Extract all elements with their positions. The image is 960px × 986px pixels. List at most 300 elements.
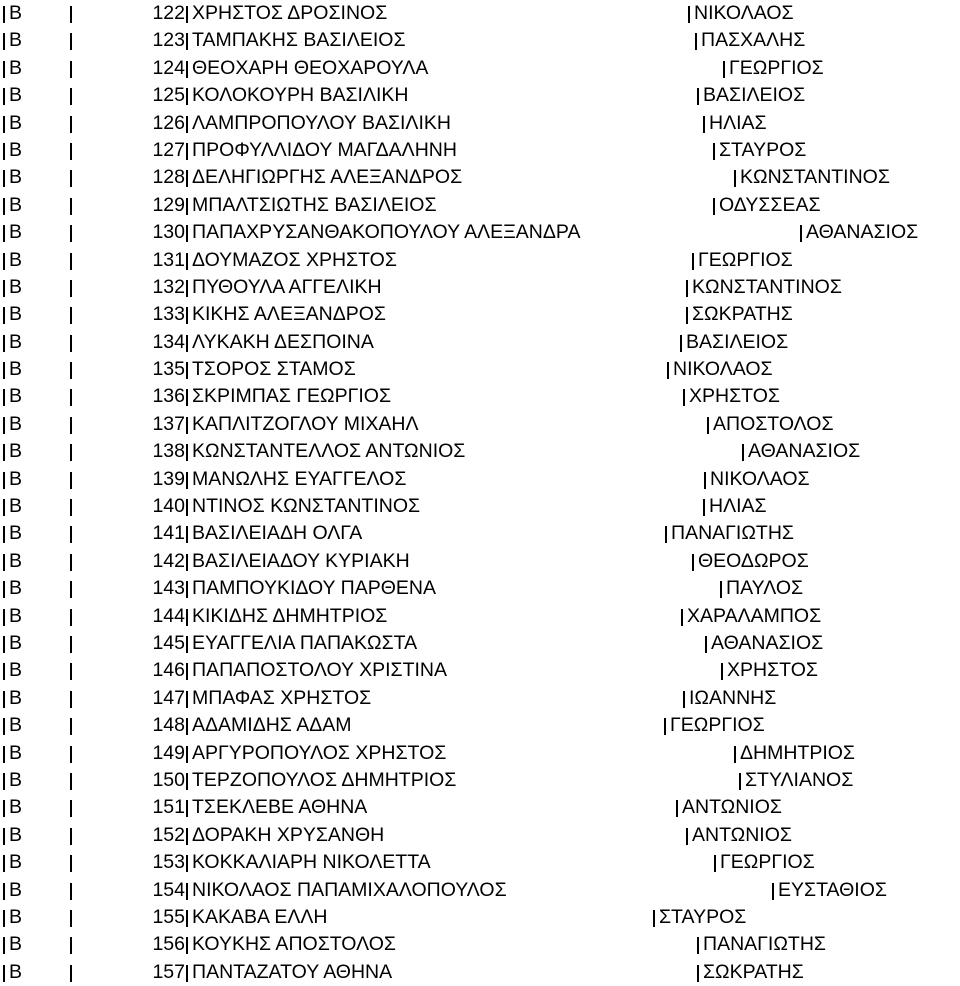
student-name-cell: ΚΩΝΣΤΑΝΤΕΛΛΟΣ ΑΝΤΩΝΙΟΣ: [192, 440, 466, 463]
column-divider: [3, 6, 5, 23]
student-name-cell: ΤΣΟΡΟΣ ΣΤΑΜΟΣ: [192, 358, 356, 381]
class-cell: Β: [9, 796, 23, 819]
column-divider: [3, 663, 5, 680]
class-cell: Β: [9, 166, 23, 189]
number-cell: 157: [152, 960, 185, 983]
column-divider: [742, 444, 744, 461]
table-row: [0, 520, 960, 547]
column-divider: [186, 88, 188, 105]
column-divider: [186, 116, 188, 133]
table-row: [0, 137, 960, 164]
table-row: [0, 685, 960, 712]
class-cell: Β: [9, 385, 23, 408]
father-name-cell: ΕΥΣΤΑΘΙΟΣ: [778, 878, 887, 901]
student-name-cell: ΑΡΓΥΡΟΠΟΥΛΟΣ ΧΡΗΣΤΟΣ: [192, 741, 447, 764]
class-cell: Β: [9, 631, 23, 654]
class-cell: Β: [9, 823, 23, 846]
column-divider: [3, 855, 5, 872]
student-name-cell: ΑΔΑΜΙΔΗΣ ΑΔΑΜ: [192, 714, 352, 737]
column-divider: [186, 225, 188, 242]
column-divider: [70, 663, 72, 680]
table-row: [0, 82, 960, 109]
number-cell: 136: [152, 385, 185, 408]
column-divider: [703, 116, 705, 133]
number-cell: 150: [152, 768, 185, 791]
column-divider: [3, 499, 5, 516]
column-divider: [186, 6, 188, 23]
table-row: [0, 822, 960, 849]
number-cell: 145: [152, 631, 185, 654]
column-divider: [186, 554, 188, 571]
column-divider: [3, 828, 5, 845]
column-divider: [70, 33, 72, 50]
column-divider: [3, 389, 5, 406]
column-divider: [3, 417, 5, 434]
class-cell: Β: [9, 56, 23, 79]
column-divider: [186, 773, 188, 790]
student-name-cell: ΚΑΠΛΙΤΖΟΓΛΟΥ ΜΙΧΑΗΛ: [192, 412, 419, 435]
student-name-cell: ΠΑΜΠΟΥΚΙΔΟΥ ΠΑΡΘΕΝΑ: [192, 577, 436, 600]
father-name-cell: ΣΩΚΡΑΤΗΣ: [692, 303, 793, 326]
father-name-cell: ΒΑΣΙΛΕΙΟΣ: [703, 84, 806, 107]
father-name-cell: ΑΝΤΩΝΙΟΣ: [682, 796, 782, 819]
column-divider: [3, 526, 5, 543]
column-divider: [739, 773, 741, 790]
table-row: [0, 849, 960, 876]
class-cell: Β: [9, 933, 23, 956]
father-name-cell: ΓΕΩΡΓΙΟΣ: [720, 851, 815, 874]
student-name-cell: ΚΟΚΚΑΛΙΑΡΗ ΝΙΚΟΛΕΤΤΑ: [192, 851, 431, 874]
student-name-cell: ΒΑΣΙΛΕΙΑΔΟΥ ΚΥΡΙΑΚΗ: [192, 549, 410, 572]
father-name-cell: ΑΘΑΝΑΣΙΟΣ: [748, 440, 861, 463]
class-cell: Β: [9, 138, 23, 161]
number-cell: 154: [152, 878, 185, 901]
class-cell: Β: [9, 659, 23, 682]
column-divider: [186, 61, 188, 78]
column-divider: [186, 883, 188, 900]
number-cell: 133: [152, 303, 185, 326]
class-cell: Β: [9, 248, 23, 271]
column-divider: [186, 335, 188, 352]
column-divider: [186, 855, 188, 872]
column-divider: [186, 937, 188, 954]
column-divider: [3, 636, 5, 653]
table-row: [0, 247, 960, 274]
father-name-cell: ΝΙΚΟΛΑΟΣ: [673, 358, 773, 381]
number-cell: 152: [152, 823, 185, 846]
class-cell: Β: [9, 549, 23, 572]
column-divider: [70, 609, 72, 626]
father-name-cell: ΧΡΗΣΤΟΣ: [727, 659, 818, 682]
column-divider: [713, 198, 715, 215]
student-name-cell: ΚΙΚΙΔΗΣ ΔΗΜΗΤΡΙΟΣ: [192, 604, 388, 627]
father-name-cell: ΓΕΩΡΓΙΟΣ: [698, 248, 793, 271]
class-cell: Β: [9, 851, 23, 874]
column-divider: [3, 253, 5, 270]
column-divider: [3, 170, 5, 187]
father-name-cell: ΟΔΥΣΣΕΑΣ: [719, 193, 821, 216]
father-name-cell: ΑΝΤΩΝΙΟΣ: [692, 823, 792, 846]
column-divider: [3, 883, 5, 900]
column-divider: [688, 6, 690, 23]
column-divider: [186, 499, 188, 516]
number-cell: 147: [152, 686, 185, 709]
number-cell: 126: [152, 111, 185, 134]
number-cell: 143: [152, 577, 185, 600]
student-name-cell: ΠΑΠΑΧΡΥΣΑΝΘΑΚΟΠΟΥΛΟΥ ΑΛΕΞΑΝΔΡΑ: [192, 221, 581, 244]
student-name-cell: ΠΑΠΑΠΟΣΤΟΛΟΥ ΧΡΙΣΤΙΝΑ: [192, 659, 447, 682]
column-divider: [3, 910, 5, 927]
class-cell: Β: [9, 358, 23, 381]
column-divider: [3, 746, 5, 763]
column-divider: [186, 526, 188, 543]
table-row: [0, 164, 960, 191]
column-divider: [681, 609, 683, 626]
class-cell: Β: [9, 768, 23, 791]
class-cell: Β: [9, 84, 23, 107]
number-cell: 124: [152, 56, 185, 79]
father-name-cell: ΣΤΑΥΡΟΣ: [719, 138, 807, 161]
column-divider: [186, 362, 188, 379]
table-row: [0, 603, 960, 630]
column-divider: [3, 691, 5, 708]
column-divider: [70, 746, 72, 763]
class-cell: Β: [9, 440, 23, 463]
column-divider: [697, 88, 699, 105]
column-divider: [714, 855, 716, 872]
column-divider: [3, 88, 5, 105]
column-divider: [665, 526, 667, 543]
column-divider: [70, 444, 72, 461]
student-name-cell: ΚΙΚΗΣ ΑΛΕΞΑΝΔΡΟΣ: [192, 303, 386, 326]
column-divider: [723, 61, 725, 78]
column-divider: [70, 499, 72, 516]
table-row: [0, 27, 960, 54]
column-divider: [70, 526, 72, 543]
column-divider: [692, 554, 694, 571]
table-row: [0, 877, 960, 904]
number-cell: 128: [152, 166, 185, 189]
student-name-cell: ΣΚΡΙΜΠΑΣ ΓΕΩΡΓΙΟΣ: [192, 385, 391, 408]
table-row: [0, 904, 960, 931]
student-name-cell: ΝΤΙΝΟΣ ΚΩΝΣΤΑΝΤΙΝΟΣ: [192, 495, 421, 518]
column-divider: [70, 307, 72, 324]
column-divider: [3, 444, 5, 461]
student-name-cell: ΘΕΟΧΑΡΗ ΘΕΟΧΑΡΟΥΛΑ: [192, 56, 429, 79]
table-row: [0, 329, 960, 356]
number-cell: 130: [152, 221, 185, 244]
column-divider: [697, 937, 699, 954]
number-cell: 132: [152, 275, 185, 298]
column-divider: [3, 61, 5, 78]
column-divider: [695, 33, 697, 50]
class-cell: Β: [9, 686, 23, 709]
table-row: [0, 110, 960, 137]
column-divider: [800, 225, 802, 242]
column-divider: [3, 937, 5, 954]
father-name-cell: ΑΠΟΣΤΟΛΟΣ: [713, 412, 834, 435]
column-divider: [3, 472, 5, 489]
class-cell: Β: [9, 905, 23, 928]
column-divider: [734, 746, 736, 763]
column-divider: [697, 965, 699, 982]
column-divider: [676, 800, 678, 817]
student-name-cell: ΤΣΕΚΛΕΒΕ ΑΘΗΝΑ: [192, 796, 368, 819]
column-divider: [3, 307, 5, 324]
student-name-cell: ΝΙΚΟΛΑΟΣ ΠΑΠΑΜΙΧΑΛΟΠΟΥΛΟΣ: [192, 878, 507, 901]
number-cell: 139: [152, 467, 185, 490]
column-divider: [70, 800, 72, 817]
column-divider: [70, 855, 72, 872]
table-row: [0, 274, 960, 301]
number-cell: 144: [152, 604, 185, 627]
column-divider: [3, 609, 5, 626]
table-row: [0, 219, 960, 246]
column-divider: [186, 718, 188, 735]
number-cell: 138: [152, 440, 185, 463]
student-name-cell: ΔΕΛΗΓΙΩΡΓΗΣ ΑΛΕΞΑΝΔΡΟΣ: [192, 166, 463, 189]
column-divider: [186, 253, 188, 270]
father-name-cell: ΙΩΑΝΝΗΣ: [689, 686, 777, 709]
column-divider: [186, 581, 188, 598]
table-row: [0, 575, 960, 602]
class-cell: Β: [9, 275, 23, 298]
column-divider: [186, 691, 188, 708]
column-divider: [683, 389, 685, 406]
column-divider: [70, 116, 72, 133]
student-name-cell: ΤΕΡΖΟΠΟΥΛΟΣ ΔΗΜΗΤΡΙΟΣ: [192, 768, 457, 791]
column-divider: [70, 225, 72, 242]
student-name-cell: ΕΥΑΓΓΕΛΙΑ ΠΑΠΑΚΩΣΤΑ: [192, 631, 418, 654]
column-divider: [686, 307, 688, 324]
column-divider: [186, 800, 188, 817]
column-divider: [70, 335, 72, 352]
table-row: [0, 383, 960, 410]
column-divider: [3, 198, 5, 215]
number-cell: 153: [152, 851, 185, 874]
class-cell: Β: [9, 604, 23, 627]
number-cell: 146: [152, 659, 185, 682]
father-name-cell: ΣΩΚΡΑΤΗΣ: [703, 960, 804, 983]
column-divider: [664, 718, 666, 735]
father-name-cell: ΗΛΙΑΣ: [709, 495, 767, 518]
class-cell: Β: [9, 330, 23, 353]
column-divider: [70, 554, 72, 571]
column-divider: [3, 718, 5, 735]
column-divider: [70, 718, 72, 735]
column-divider: [3, 225, 5, 242]
table-row: [0, 712, 960, 739]
table-row: [0, 55, 960, 82]
column-divider: [186, 444, 188, 461]
number-cell: 151: [152, 796, 185, 819]
column-divider: [772, 883, 774, 900]
father-name-cell: ΑΘΑΝΑΣΙΟΣ: [711, 631, 824, 654]
column-divider: [186, 280, 188, 297]
father-name-cell: ΒΑΣΙΛΕΙΟΣ: [686, 330, 789, 353]
class-cell: Β: [9, 522, 23, 545]
table-row: [0, 356, 960, 383]
column-divider: [3, 362, 5, 379]
table-row: [0, 301, 960, 328]
student-name-cell: ΤΑΜΠΑΚΗΣ ΒΑΣΙΛΕΙΟΣ: [192, 29, 406, 52]
student-name-cell: ΚΟΛΟΚΟΥΡΗ ΒΑΣΙΛΙΚΗ: [192, 84, 409, 107]
number-cell: 125: [152, 84, 185, 107]
father-name-cell: ΠΑΝΑΓΙΩΤΗΣ: [703, 933, 826, 956]
father-name-cell: ΠΑΥΛΟΣ: [726, 577, 804, 600]
number-cell: 140: [152, 495, 185, 518]
column-divider: [186, 636, 188, 653]
column-divider: [70, 472, 72, 489]
column-divider: [70, 691, 72, 708]
column-divider: [70, 937, 72, 954]
column-divider: [704, 472, 706, 489]
column-divider: [70, 883, 72, 900]
column-divider: [680, 335, 682, 352]
number-cell: 149: [152, 741, 185, 764]
class-cell: Β: [9, 495, 23, 518]
column-divider: [3, 773, 5, 790]
father-name-cell: ΠΑΣΧΑΛΗΣ: [701, 29, 806, 52]
student-name-cell: ΚΟΥΚΗΣ ΑΠΟΣΤΟΛΟΣ: [192, 933, 396, 956]
father-name-cell: ΔΗΜΗΤΡΙΟΣ: [740, 741, 855, 764]
student-name-cell: ΧΡΗΣΤΟΣ ΔΡΟΣΙΝΟΣ: [192, 2, 388, 24]
column-divider: [686, 828, 688, 845]
column-divider: [70, 253, 72, 270]
column-divider: [3, 800, 5, 817]
column-divider: [721, 663, 723, 680]
student-name-cell: ΠΑΝΤΑΖΑΤΟΥ ΑΘΗΝΑ: [192, 960, 393, 983]
column-divider: [186, 965, 188, 982]
column-divider: [3, 335, 5, 352]
column-divider: [70, 143, 72, 160]
table-row: [0, 411, 960, 438]
column-divider: [186, 307, 188, 324]
column-divider: [720, 581, 722, 598]
father-name-cell: ΓΕΩΡΓΙΟΣ: [670, 714, 765, 737]
column-divider: [686, 280, 688, 297]
table-row: [0, 493, 960, 520]
column-divider: [707, 417, 709, 434]
column-divider: [186, 389, 188, 406]
class-cell: Β: [9, 960, 23, 983]
table-row: [0, 740, 960, 767]
column-divider: [70, 61, 72, 78]
father-name-cell: ΣΤΥΛΙΑΝΟΣ: [745, 768, 854, 791]
class-cell: Β: [9, 193, 23, 216]
column-divider: [70, 828, 72, 845]
column-divider: [3, 116, 5, 133]
number-cell: 155: [152, 905, 185, 928]
student-name-cell: ΜΠΑΛΤΣΙΩΤΗΣ ΒΑΣΙΛΕΙΟΣ: [192, 193, 437, 216]
table-row: [0, 438, 960, 465]
number-cell: 131: [152, 248, 185, 271]
column-divider: [70, 88, 72, 105]
column-divider: [70, 170, 72, 187]
column-divider: [70, 910, 72, 927]
column-divider: [186, 143, 188, 160]
table-row: [0, 192, 960, 219]
class-cell: Β: [9, 412, 23, 435]
column-divider: [3, 554, 5, 571]
column-divider: [3, 280, 5, 297]
father-name-cell: ΘΕΟΔΩΡΟΣ: [698, 549, 809, 572]
class-cell: Β: [9, 878, 23, 901]
column-divider: [683, 691, 685, 708]
column-divider: [667, 362, 669, 379]
father-name-cell: ΧΡΗΣΤΟΣ: [689, 385, 780, 408]
number-cell: 134: [152, 330, 185, 353]
column-divider: [3, 581, 5, 598]
student-name-cell: ΛΑΜΠΡΟΠΟΥΛΟΥ ΒΑΣΙΛΙΚΗ: [192, 111, 451, 134]
class-cell: Β: [9, 577, 23, 600]
table-row: [0, 630, 960, 657]
student-name-cell: ΜΑΝΩΛΗΣ ΕΥΑΓΓΕΛΟΣ: [192, 467, 407, 490]
class-cell: Β: [9, 303, 23, 326]
column-divider: [70, 198, 72, 215]
student-name-cell: ΠΥΘΟΥΛΑ ΑΓΓΕΛΙΚΗ: [192, 275, 382, 298]
class-cell: Β: [9, 29, 23, 52]
column-divider: [703, 499, 705, 516]
class-cell: Β: [9, 221, 23, 244]
column-divider: [653, 910, 655, 927]
table-row: [0, 959, 960, 986]
number-cell: 127: [152, 138, 185, 161]
column-divider: [70, 965, 72, 982]
number-cell: 148: [152, 714, 185, 737]
class-cell: Β: [9, 111, 23, 134]
class-cell: Β: [9, 714, 23, 737]
student-name-cell: ΚΑΚΑΒΑ ΕΛΛΗ: [192, 905, 328, 928]
column-divider: [186, 910, 188, 927]
student-name-cell: ΔΟΡΑΚΗ ΧΡΥΣΑΝΘΗ: [192, 823, 385, 846]
class-cell: Β: [9, 467, 23, 490]
number-cell: 156: [152, 933, 185, 956]
column-divider: [692, 253, 694, 270]
column-divider: [186, 417, 188, 434]
column-divider: [705, 636, 707, 653]
father-name-cell: ΠΑΝΑΓΙΩΤΗΣ: [671, 522, 794, 545]
father-name-cell: ΣΤΑΥΡΟΣ: [659, 905, 747, 928]
student-name-cell: ΠΡΟΦΥΛΛΙΔΟΥ ΜΑΓΔΑΛΗΝΗ: [192, 138, 457, 161]
table-row: [0, 657, 960, 684]
table-row: [0, 466, 960, 493]
column-divider: [3, 965, 5, 982]
column-divider: [70, 581, 72, 598]
number-cell: 129: [152, 193, 185, 216]
student-name-cell: ΒΑΣΙΛΕΙΑΔΗ ΟΛΓΑ: [192, 522, 363, 545]
column-divider: [70, 636, 72, 653]
number-cell: 135: [152, 358, 185, 381]
number-cell: 123: [152, 29, 185, 52]
student-name-cell: ΜΠΑΦΑΣ ΧΡΗΣΤΟΣ: [192, 686, 372, 709]
table-row: [0, 548, 960, 575]
father-name-cell: ΓΕΩΡΓΙΟΣ: [729, 56, 824, 79]
father-name-cell: ΗΛΙΑΣ: [709, 111, 767, 134]
column-divider: [186, 33, 188, 50]
column-divider: [186, 198, 188, 215]
father-name-cell: ΚΩΝΣΤΑΝΤΙΝΟΣ: [740, 166, 890, 189]
column-divider: [186, 828, 188, 845]
father-name-cell: ΑΘΑΝΑΣΙΟΣ: [806, 221, 919, 244]
column-divider: [713, 143, 715, 160]
number-cell: 142: [152, 549, 185, 572]
column-divider: [186, 663, 188, 680]
column-divider: [3, 143, 5, 160]
number-cell: 141: [152, 522, 185, 545]
column-divider: [186, 746, 188, 763]
column-divider: [70, 280, 72, 297]
